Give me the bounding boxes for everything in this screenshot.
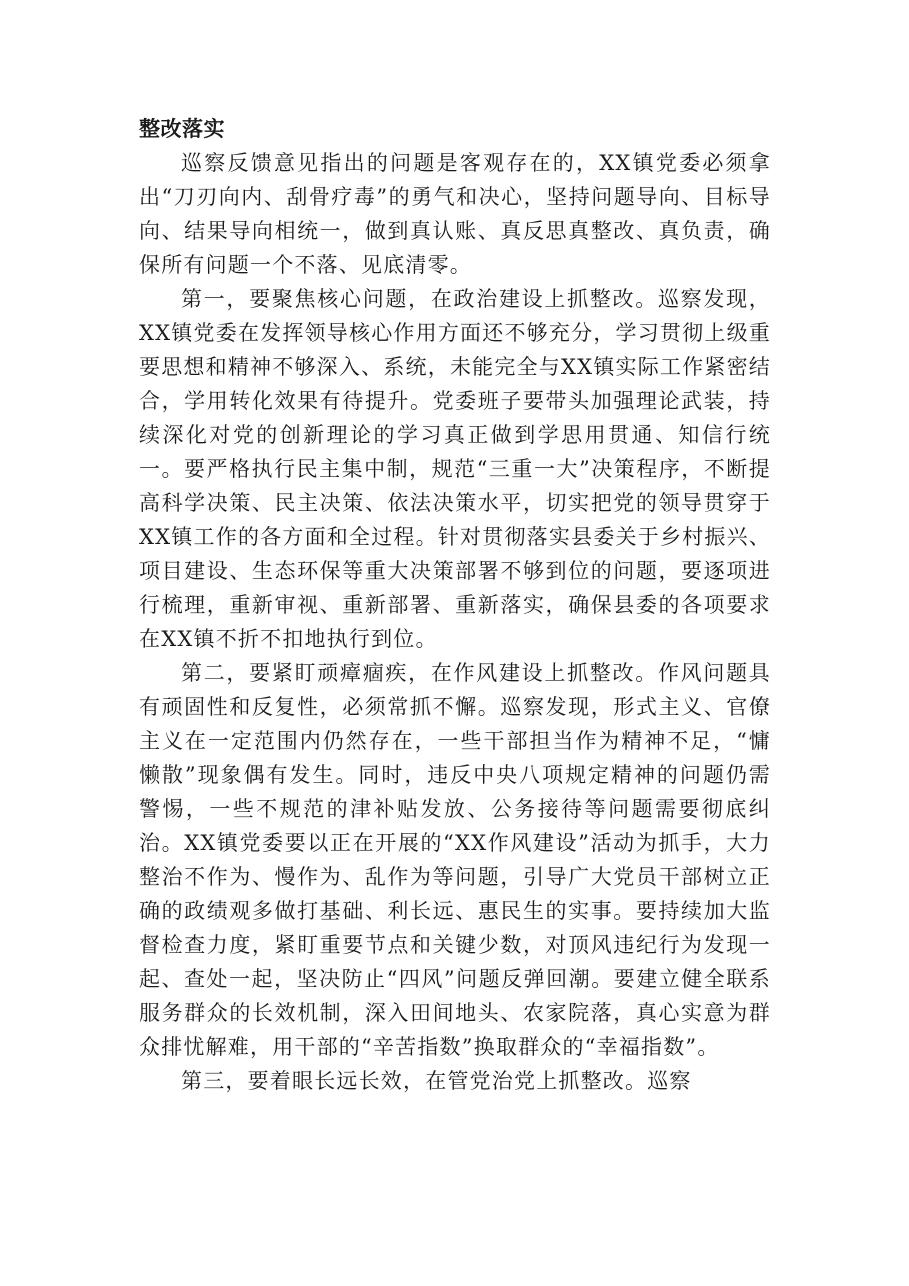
paragraph-intro: 巡察反馈意见指出的问题是客观存在的，XX镇党委必须拿出“刀刃向内、刮骨疗毒”的勇气和决心，坚持问题导向、目标导向、结果导向相统一，做到真认账、真反思真整改、真负责，确保所有问题一个不落、见底清零。 (139, 151, 771, 277)
paragraph-third-point: 第三，要着眼长远长效，在管党治党上抓整改。巡察 (181, 1069, 692, 1093)
section-heading: 整改落实 (139, 117, 225, 141)
paragraph-second-point: 第二，要紧盯顽瘴痼疾，在作风建设上抓整改。作风问题具有顽固性和反复性，必须常抓不懈。巡察发现，形式主义、官僚主义在一定范围内仍然存在，一些干部担当作为精神不足，“慵懒散”现象偶有发生。同时，违反中央八项规定精神的问题仍需警惕，一些不规范的津补贴发放、公务接待等问题需要彻底纠治。XX镇党委要以正在开展的“XX作风建设”活动为抓手，大力整治不作为、慢作为、乱作为等问题，引导广大党员干部树立正确的政绩观多做打基础、利长远、惠民生的实事。要持续加大监督检查力度，紧盯重要节点和关键少数，对顶风违纪行为发现一起、查处一起，坚决防止“四风”问题反弹回潮。要建立健全联系服务群众的长效机制，深入田间地头、农家院落，真心实意为群众排忧解难，用干部的“辛苦指数”换取群众的“幸福指数”。 (139, 661, 771, 1059)
paragraph-first-point: 第一，要聚焦核心问题，在政治建设上抓整改。巡察发现，XX镇党委在发挥领导核心作用方面还不够充分，学习贯彻上级重要思想和精神不够深入、系统，未能完全与XX镇实际工作紧密结合，学用转化效果有待提升。党委班子要带头加强理论武装，持续深化对党的创新理论的学习真正做到学思用贯通、知信行统一。要严格执行民主集中制，规范“三重一大”决策程序，不断提高科学决策、民主决策、依法决策水平，切实把党的领导贯穿于XX镇工作的各方面和全过程。针对贯彻落实县委关于乡村振兴、项目建设、生态环保等重大决策部署不够到位的问题，要逐项进行梳理，重新审视、重新部署、重新落实，确保县委的各项要求在XX镇不折不扣地执行到位。 (139, 287, 771, 651)
document-body (139, 112, 771, 1098)
